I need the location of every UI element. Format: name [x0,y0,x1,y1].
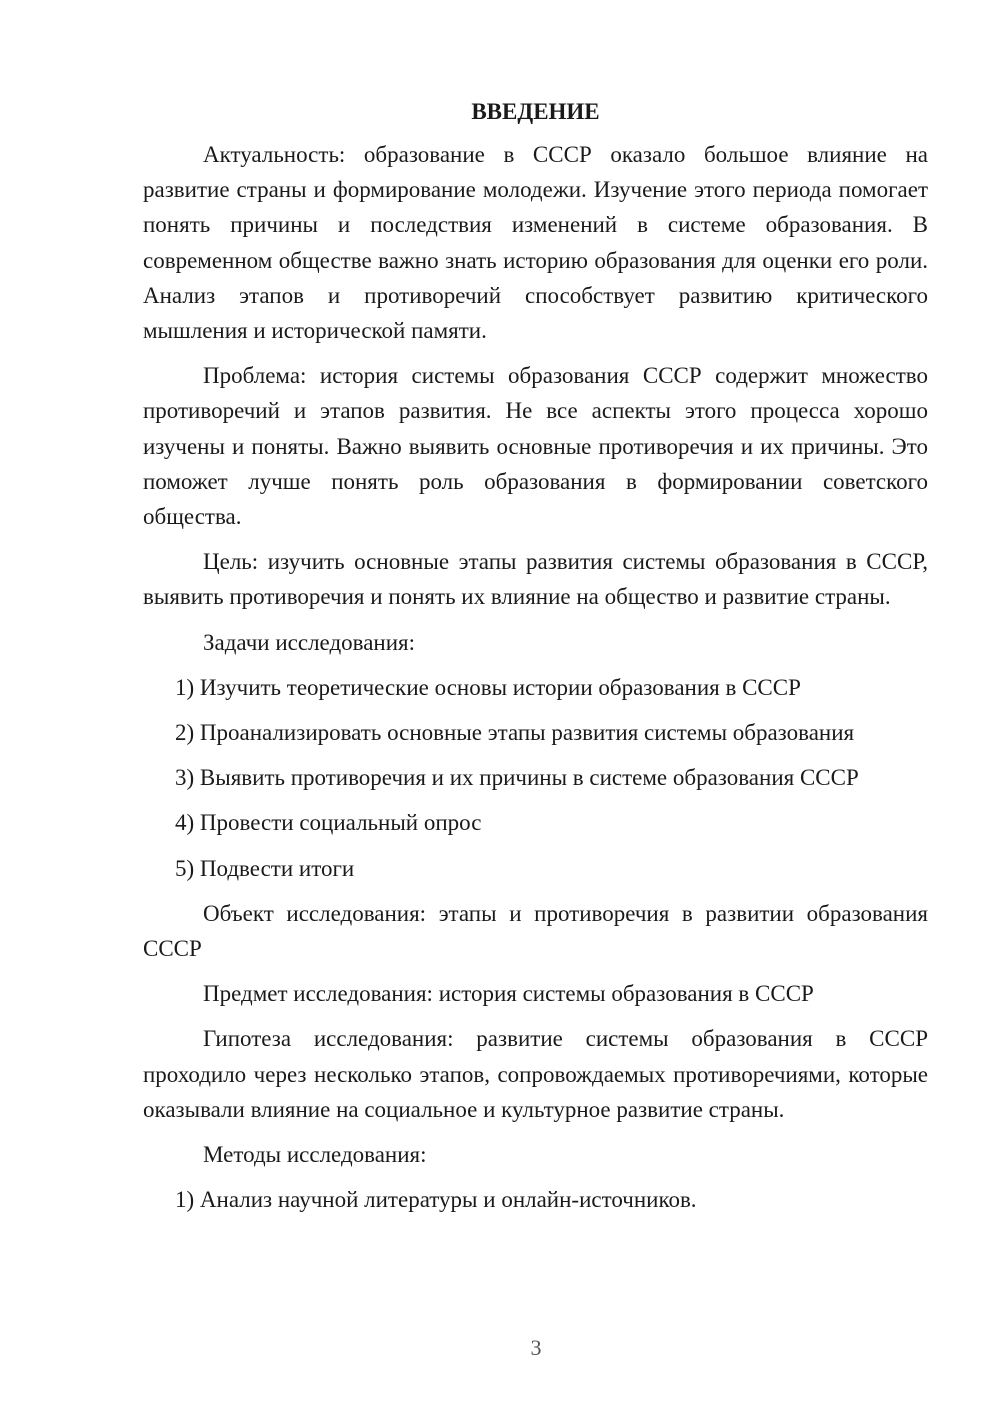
problem-paragraph: Проблема: история системы образования СССР содержит множество противоречий и этапов развития. Не все аспекты этого процесса хорошо изучены и поняты. Важно выявить основные противоречия и их причины. Это поможет лучше понять роль образования в формировании советского общества. [143,363,928,530]
tasks-list [143,670,928,886]
page-content [143,97,928,1227]
method-item: 1) Анализ научной литературы и онлайн-источников. [175,1187,697,1213]
page-number: 3 [530,1335,542,1360]
task-item: 4) Провести социальный опрос [175,810,482,836]
methods-heading: Методы исследования: [203,1142,427,1168]
methods-list [143,1182,928,1217]
task-item: 1) Изучить теоретические основы истории образования в СССР [175,674,801,700]
tasks-heading: Задачи исследования: [203,629,416,655]
hypothesis-paragraph: Гипотеза исследования: развитие системы образования в СССР проходило через несколько этапов, сопровождаемых противоречиями, которые оказывали влияние на социальное и культурное развитие страны. [143,1026,928,1122]
relevance-paragraph: Актуальность: образование в СССР оказало большое влияние на развитие страны и формирование молодежи. Изучение этого периода помогает понять причины и последствия изменений в системе образования. В современном обществе важно знать историю образования для оценки его роли. Анализ этапов и противоречий способствует развитию критического мышления и исторической памяти. [143,142,928,344]
object-paragraph: Объект исследования: этапы и противоречия в развитии образования СССР [143,900,928,962]
page-title: ВВЕДЕНИЕ [471,99,600,124]
task-item: 5) Подвести итоги [175,855,355,881]
task-item: 3) Выявить противоречия и их причины в системе образования СССР [175,765,859,791]
task-item: 2) Проанализировать основные этапы развития системы образования [175,720,855,746]
goal-paragraph: Цель: изучить основные этапы развития системы образования в СССР, выявить противоречия и понять их влияние на общество и развитие страны. [143,549,928,610]
subject-paragraph: Предмет исследования: история системы образования в СССР [203,981,814,1007]
